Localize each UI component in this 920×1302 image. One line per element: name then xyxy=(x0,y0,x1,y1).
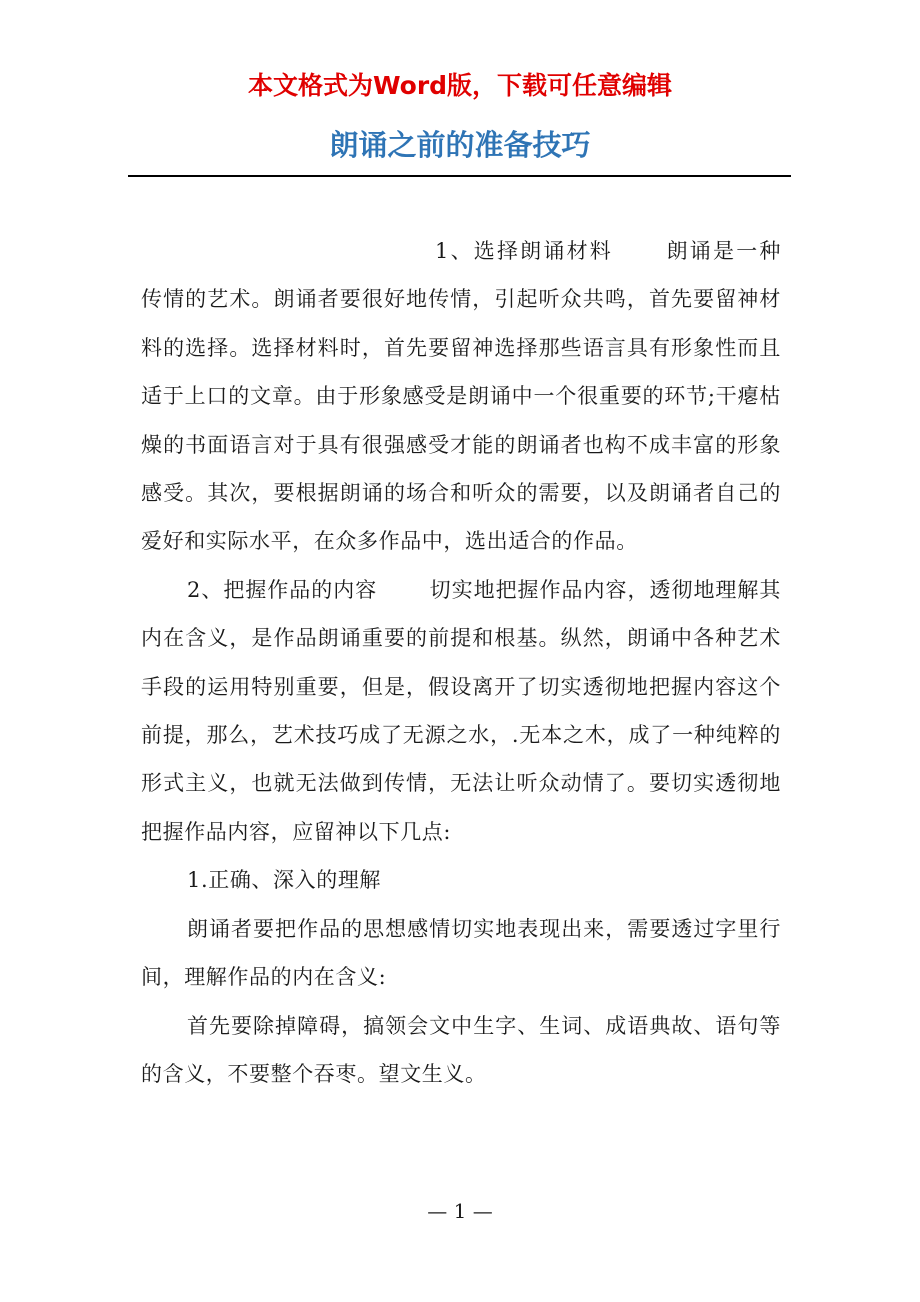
section-heading-grasp-content: 2、把握作品的内容 xyxy=(187,577,378,602)
paragraph-understanding: 朗诵者要把作品的思想感情切实地表现出来，需要透过字里行间，理解作品的内在含义: xyxy=(141,916,781,990)
paragraph-text: 切实地把握作品内容，透彻地理解其内在含义，是作品朗诵重要的前提和根基。纵然，朗诵中各种艺术手段的运用特别重要，但是，假设离开了切实透彻地把握内容这个前提，那么，艺术技巧成了无源之水，.无本之木，成了一种纯粹的形式主义，也就无法做到传情，无法让听众动情了。要切实透彻地把握作品内容，应留神以下几点: xyxy=(141,577,781,844)
paragraph-text: 朗诵是一种传情的艺术。朗诵者要很好地传情，引起听众共鸣，首先要留神材料的选择。选择材料时，首先要留神选择那些语言具有形象性而且适于上口的文章。由于形象感受是朗诵中一个很重要的环节;干瘪枯燥的书面语言对于具有很强感受才能的朗诵者也构不成丰富的形象感受。其次，要根据朗诵的场合和听众的需要，以及朗诵者自己的爱好和实际水平，在众多作品中，选出适合的作品。 xyxy=(141,239,781,554)
paragraph-select-material xyxy=(141,227,781,566)
document-body xyxy=(141,227,781,1098)
section-heading-select-material: 1、选择朗诵材料 xyxy=(435,239,613,263)
paragraph-remove-obstacles: 首先要除掉障碍，搞领会文中生字、生词、成语典故、语句等的含义，不要整个吞枣。望文生义。 xyxy=(141,1013,781,1086)
subheading-understanding: 1.正确、深入的理解 xyxy=(187,868,382,893)
page-number: — 1 — xyxy=(427,1199,493,1223)
document-title: 朗诵之前的准备技巧 xyxy=(329,128,591,162)
title-divider xyxy=(128,175,791,177)
format-notice-banner: 本文格式为Word版，下载可任意编辑 xyxy=(247,71,673,100)
paragraph-grasp-content xyxy=(141,566,781,856)
